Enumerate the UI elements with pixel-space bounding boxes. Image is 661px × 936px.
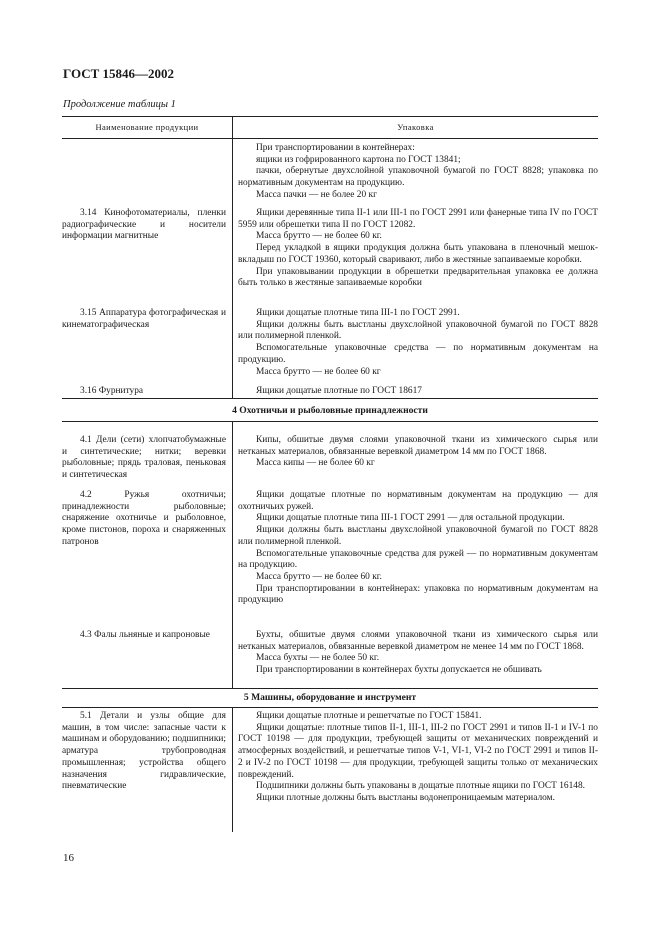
column-header-product: Наименование продукции <box>95 122 199 132</box>
packaging-line: Ящики дощатые плотные типа III-1 по ГОСТ 2991. <box>256 308 460 318</box>
packaging-line: Масса бухты — не более 50 кг. <box>256 653 380 664</box>
column-header-packaging: Упаковка <box>397 122 434 132</box>
packaging-line: Ящики должны быть выстланы двухслойной упаковочной бумагой по ГОСТ 8828 или полимерной пленкой. <box>238 525 598 547</box>
document-code: ГОСТ 15846—2002 <box>63 66 175 81</box>
product-cell-3-16: 3.16 Фурнитура <box>80 386 144 396</box>
intro-packaging-cell <box>238 143 598 202</box>
packaging-cell-4-2 <box>238 490 598 607</box>
packaging-line: Ящики дощатые плотные типа III-1 ГОСТ 2991 — для остальной продукции. <box>256 513 565 524</box>
section-rule <box>62 707 598 708</box>
product-cell-4-1: 4.1 Дели (сети) хлопчатобумажные и синтетические; нитки; веревки рыболовные; прядь траловая, пеньковая и синтетическая <box>62 435 226 481</box>
packaging-line: Масса кипы — не более 60 кг <box>256 458 375 469</box>
column-divider <box>232 707 233 832</box>
column-divider <box>232 421 233 688</box>
packaging-line: Ящики дощатые плотные и решетчатые по ГОСТ 15841. <box>256 711 482 721</box>
table-continuation-caption: Продолжение таблицы 1 <box>63 99 176 110</box>
packaging-line: Ящики дощатые плотные по ГОСТ 18617 <box>256 386 422 396</box>
product-cell-4-3: 4.3 Фалы льняные и капроновые <box>80 630 210 640</box>
column-divider <box>232 116 233 398</box>
packaging-line: Вспомогательные упаковочные средства — по нормативным документам на продукцию. <box>238 343 598 365</box>
packaging-line: Подшипники должны быть упакованы в дощатые плотные ящики по ГОСТ 16148. <box>256 781 585 792</box>
packaging-line: При транспортировании в контейнерах бухты допускается не обшивать <box>256 665 542 676</box>
product-cell-5-1: 5.1 Детали и узлы общие для машин, в том числе: запасные части к машинам и оборудованию; подшипники; арматура трубопроводная промышленная; устройства общего назначения гидравлические, пневматические <box>62 711 226 792</box>
packaging-cell-3-15 <box>238 308 598 378</box>
packaging-line: Масса брутто — не более 60 кг <box>256 366 381 377</box>
intro-line: Масса пачки — не более 20 кг <box>256 189 377 200</box>
packaging-line: Перед укладкой в ящики продукция должна быть упакована в пленочный мешок-вкладыш по ГОСТ 19360, который сваривают, либо в жестяные запаиваемые коробки. <box>238 243 598 265</box>
packaging-cell-4-1 <box>238 435 598 470</box>
intro-line: ящики из гофрированного картона по ГОСТ 13841; <box>256 154 461 165</box>
section-rule <box>62 421 598 422</box>
section-rule <box>62 688 598 689</box>
section-heading-4: 4 Охотничьи и рыболовные принадлежности <box>232 405 428 416</box>
packaging-line: Ящики деревянные типа II-1 или III-1 по ГОСТ 2991 или фанерные типа IV по ГОСТ 5959 или обрешетки типа II по ГОСТ 12082. <box>238 208 598 230</box>
packaging-cell-3-14 <box>238 208 598 290</box>
packaging-line: Масса брутто — не более 60 кг. <box>256 571 382 582</box>
packaging-line: Ящики дощатые плотные по нормативным документам на продукцию — для охотничьих ружей. <box>238 490 598 512</box>
packaging-line: Ящики должны быть выстланы двухслойной упаковочной бумагой по ГОСТ 8828 или полимерной пленкой. <box>238 319 598 342</box>
product-cell-4-2: 4.2 Ружья охотничьи; принадлежности рыболовные; снаряжение охотничье и рыболовное, кроме пистонов, пороха и снаряженных патронов <box>62 490 226 547</box>
intro-line: При транспортировании в контейнерах: <box>256 143 415 153</box>
section-rule <box>62 398 598 399</box>
packaging-line: Масса брутто — не более 60 кг. <box>256 231 382 242</box>
packaging-cell-3-16 <box>238 386 598 398</box>
table-header-rule <box>62 138 598 139</box>
product-cell-3-14: 3.14 Кинофотоматериалы, пленки радиографические и носители информации магнитные <box>62 208 226 242</box>
page-number: 16 <box>63 852 74 864</box>
packaging-cell-5-1 <box>238 711 598 805</box>
packaging-line: Кипы, обшитые двумя слоями упаковочной ткани из химического сырья или нетканых материалов, обвязанные веревкой диаметром 14 мм по ГОСТ 1868. <box>238 435 598 457</box>
packaging-line: При транспортировании в контейнерах: упаковка по нормативным документам на продукцию <box>238 583 598 606</box>
table-top-rule <box>62 116 598 117</box>
packaging-cell-4-3 <box>238 630 598 677</box>
packaging-line: При упаковывании продукции в обрешетки предварительная упаковка ее должна быть только в жестяные запаиваемые коробки <box>238 266 598 289</box>
intro-line: пачки, обернутые двухслойной упаковочной бумагой по ГОСТ 8828; упаковка по нормативным документам на продукцию. <box>238 166 598 189</box>
packaging-line: Вспомогательные упаковочные средства для ружей — по нормативным документам на продукцию. <box>238 548 598 571</box>
section-heading-5: 5 Машины, оборудование и инструмент <box>243 692 417 703</box>
product-cell-3-15: 3.15 Аппаратура фотографическая и кинематографическая <box>62 308 226 330</box>
packaging-line: Ящики плотные должны быть выстланы водонепроницаемым материалом. <box>256 792 555 803</box>
packaging-line: Ящики дощатые: плотные типов II-1, III-1, III-2 по ГОСТ 2991 и типов II-1 и IV-1 по ГОСТ 10198 — для продукции, требующей защиты от механических повреждений и атмосферных воздействий, и решетчатые типов V-1, VI-1, VI-2 по ГОСТ 2991 и типов II-2 и IV-2 по ГОСТ 10198 — для продукции, требующей защиты только от механических повреждений. <box>238 722 598 780</box>
packaging-line: Бухты, обшитые двумя слоями упаковочной ткани из химического сырья или нетканых материалов, обвязанные веревкой диаметром не менее 14 мм по ГОСТ 1868. <box>238 630 598 652</box>
